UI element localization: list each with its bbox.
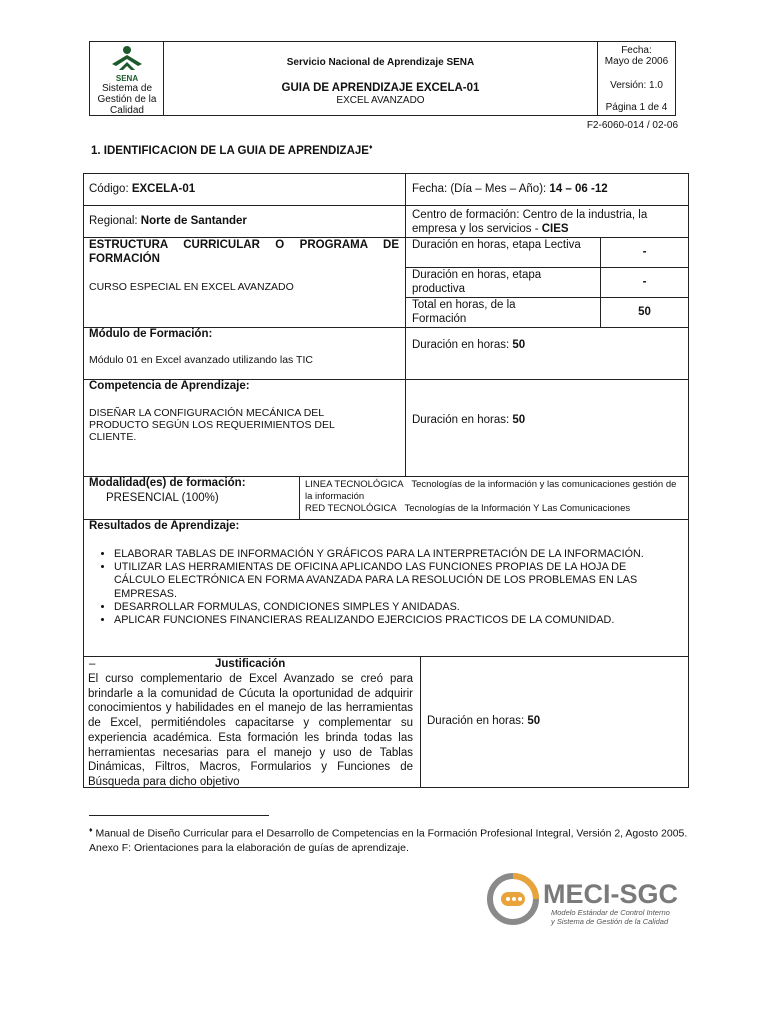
page-number: Página 1 de 4 [605,102,668,113]
section-title: 1. IDENTIFICACION DE LA GUIA DE APRENDIZAJE♦ [91,144,373,157]
fecha-value: Mayo de 2006 [604,56,669,67]
list-item: • UTILIZAR LAS HERRAMIENTAS DE OFICINA APLICANDO LAS FUNCIONES PROPIAS DE LA HOJA DE CÁLCULO ELECTRÓNICA EN FORMA AVANZADA PARA LA RESOLUCIÓN DE LOS PROBLEMAS EN LAS EMPRESAS. [114,561,669,601]
modalidad-label: Modalidad(es) de formación: [89,477,246,489]
competencia-label: Competencia de Aprendizaje: [89,380,250,392]
version-label: Versión: 1.0 [610,80,663,91]
header-title-cell [164,42,597,115]
header-meta-cell [597,42,675,115]
list-item: • ELABORAR TABLAS DE INFORMACIÓN Y GRÁFICOS PARA LA INTERPRETACIÓN DE LA INFORMACIÓN. [114,548,669,561]
total-value: 50 [638,306,651,318]
centro-field: Centro de formación: Centro de la industria, la empresa y los servicios - CIES [412,209,648,235]
modulo-label: Módulo de Formación: [89,328,213,340]
document-code: F2-6060-014 / 02-06 [586,120,678,131]
list-item: • DESARROLLAR FORMULAS, CONDICIONES SIMPLES Y ANIDADAS. [114,601,669,614]
lectiva-label: Duración en horas, etapa Lectiva [412,239,581,251]
estructura-value: CURSO ESPECIAL EN EXCEL AVANZADO [89,281,294,293]
justificacion-text: El curso complementario de Excel Avanzado se creó para brindarle a la comunidad de Cúcuta la oportunidad de adquirir conocimientos y habilidades en el manejo de las herramientas de Excel, permitiéndoles capacitarse y complementar su experiencia académica. Esta formación les brinda todas las herramientas necesarias para el manejo y uso de Tablas Dinámicas, Filtros, Macros, Formularios y Funciones de Búsqueda para dicho objetivo [88,673,413,788]
svg-text:SENA: SENA [115,74,139,83]
productiva-label: Duración en horas, etapa productiva [412,269,542,295]
quality-system-label: Sistema de Gestión de la Calidad [97,83,157,116]
fecha-field: Fecha: (Día – Mes – Año): 14 – 06 -12 [412,183,608,195]
red-tecnologica: RED TECNOLÓGICA Tecnologías de la Información Y Las Comunicaciones [305,503,631,514]
header-logo-cell [90,42,164,115]
list-item: • APLICAR FUNCIONES FINANCIERAS REALIZANDO EJERCICIOS PRACTICOS DE LA COMUNIDAD. [114,614,669,627]
estructura-label: ESTRUCTURA CURRICULAR O PROGRAMA DE FORMACIÓN [89,239,399,265]
lectiva-value: - [642,246,647,258]
sena-logo [107,45,147,83]
resultados-label: Resultados de Aprendizaje: [89,520,240,532]
svg-text:Modelo Estándar de Control Int: Modelo Estándar de Control Interno [551,908,670,917]
guide-title: GUIA DE APRENDIZAJE EXCELA-01 [281,82,480,94]
justificacion-duration: Duración en horas: 50 [427,715,541,727]
meci-sgc-logo [487,872,687,928]
footnote: ♦ Manual de Diseño Curricular para el Desarrollo de Competencias en la Formación Profesional Integral, Versión 2, Agosto 2005. Anexo F: Orientaciones para la elaboración de guías de aprendizaje. [89,827,688,854]
footnote-marker: ♦ [368,144,373,151]
resultados-list [84,548,669,627]
identification-table [83,173,689,788]
justificacion-label: Justificación [215,658,286,670]
justificacion-dash: – [89,658,96,670]
modulo-duration: Duración en horas: 50 [412,339,526,351]
guide-subtitle: EXCEL AVANZADO [336,95,425,106]
productiva-value: - [642,276,647,288]
svg-text:y Sistema de Gestión de la Cal: y Sistema de Gestión de la Calidad [551,917,669,926]
footnote-separator [89,815,269,816]
codigo-field: Código: EXCELA-01 [89,183,196,195]
svg-text:MECI-SGC: MECI-SGC [543,879,678,909]
organization-name: Servicio Nacional de Aprendizaje SENA [286,57,475,68]
total-label: Total en horas, de la Formación [412,299,516,325]
modulo-value: Módulo 01 en Excel avanzado utilizando las TIC [89,354,313,366]
competencia-duration: Duración en horas: 50 [412,414,526,426]
competencia-value: DISEÑAR LA CONFIGURACIÓN MECÁNICA DEL PRODUCTO SEGÚN LOS REQUERIMIENTOS DEL CLIENTE. [89,407,335,443]
regional-field: Regional: Norte de Santander [89,215,247,227]
modalidad-value: PRESENCIAL (100%) [106,492,219,504]
document-header [89,41,676,116]
fecha-label: Fecha: [621,45,652,56]
linea-tecnologica: LINEA TECNOLÓGICA Tecnologías de la información y las comunicaciones gestión de la información [305,479,677,502]
